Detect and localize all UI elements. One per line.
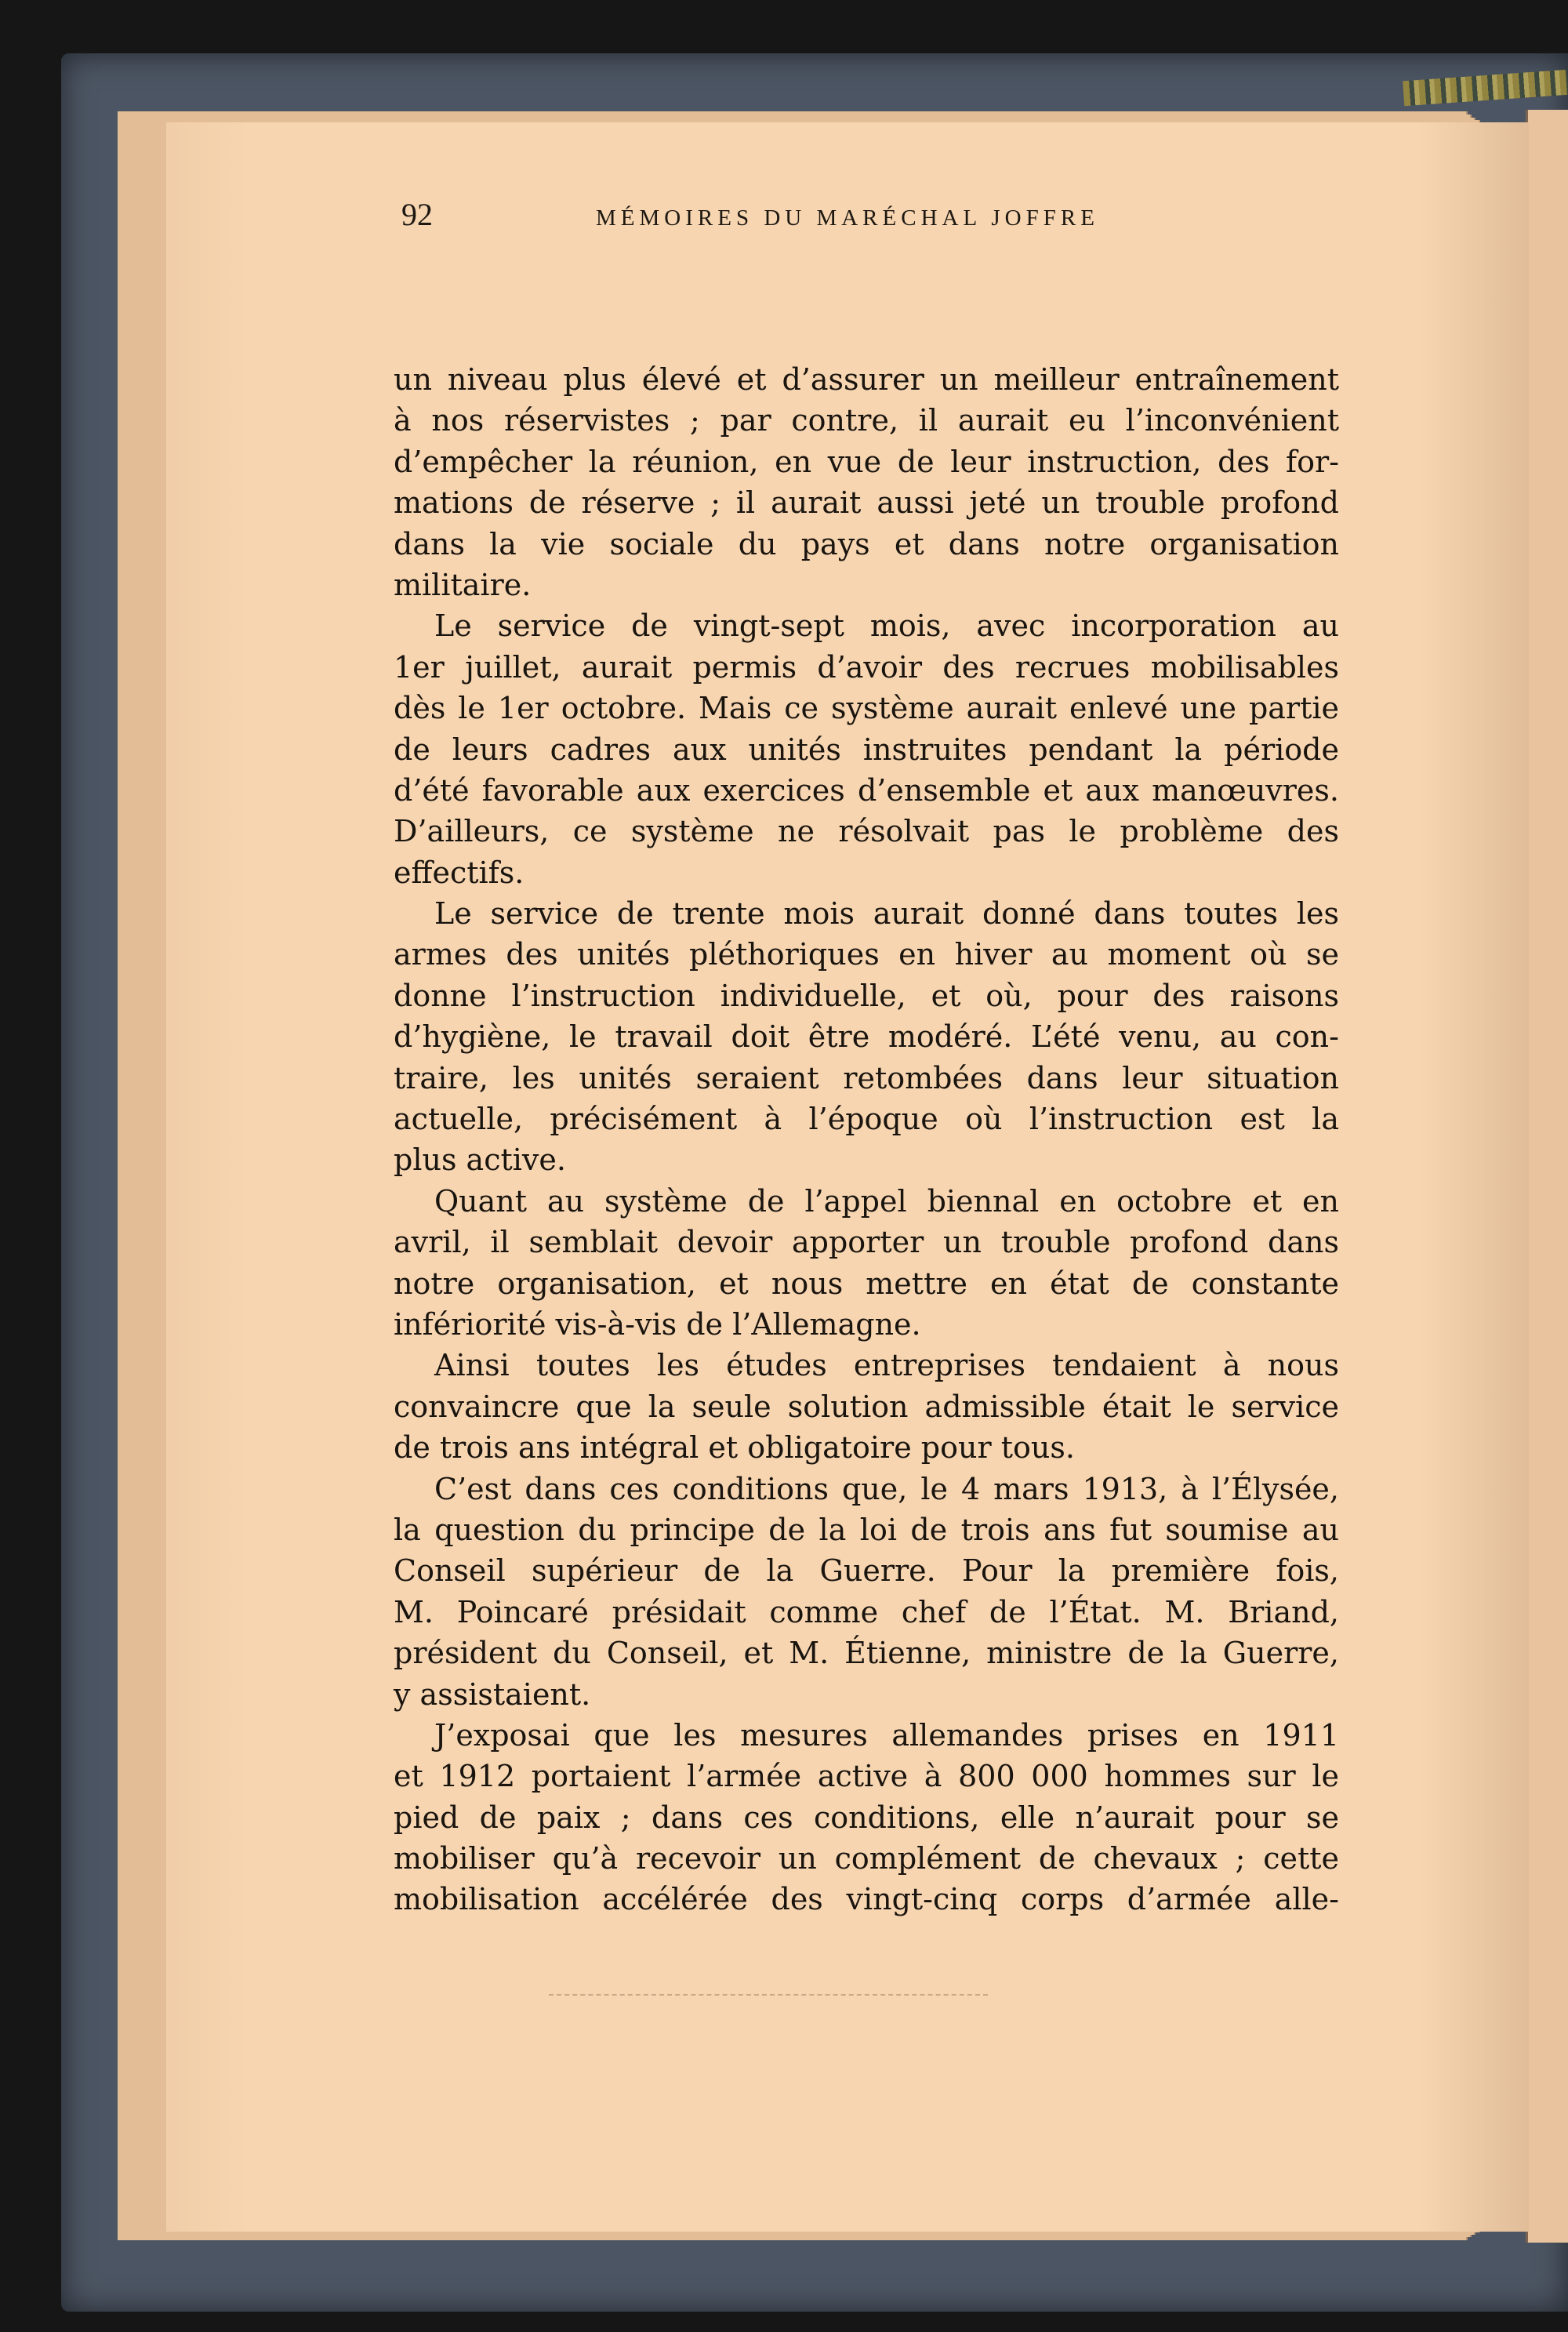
running-title: MÉMOIRES DU MARÉCHAL JOFFRE: [596, 205, 1099, 231]
text-line: et 1912 portaient l’armée active à 800 000 hommes sur le: [394, 1759, 1339, 1794]
text-line: notre organisation, et nous mettre en état de constante: [394, 1266, 1339, 1301]
text-line: armes des unités pléthoriques en hiver au moment où se: [394, 937, 1339, 972]
text-line: C’est dans ces conditions que, le 4 mars 1913, à l’Élysée,: [434, 1471, 1339, 1506]
text-line: convaincre que la seule solution admissible était le service: [394, 1389, 1339, 1424]
facing-page-edge: [1526, 110, 1568, 2243]
text-line: Le service de vingt-sept mois, avec incorporation au: [434, 608, 1339, 644]
text-line: J’exposai que les mesures allemandes prises en 1911: [434, 1717, 1339, 1753]
text-line: dans la vie sociale du pays et dans notre organisation: [394, 526, 1339, 561]
text-line: mations de réserve ; il aurait aussi jeté un trouble profond: [394, 485, 1339, 521]
text-line: un niveau plus élevé et d’assurer un meilleur entraînement: [394, 362, 1339, 397]
text-line: mobilisation accélérée des vingt-cinq corps d’armée alle-: [394, 1882, 1339, 1917]
text-line: président du Conseil, et M. Étienne, ministre de la Guerre,: [394, 1636, 1339, 1671]
text-line: D’ailleurs, ce système ne résolvait pas le problème des: [394, 814, 1339, 849]
text-line: d’hygiène, le travail doit être modéré. L’été venu, au con-: [394, 1019, 1339, 1055]
text-line: traire, les unités seraient retombées dans leur situation: [394, 1060, 1339, 1095]
text-line: avril, il semblait devoir apporter un trouble profond dans: [394, 1225, 1339, 1260]
text-line: actuelle, précisément à l’époque où l’instruction est la: [394, 1102, 1339, 1137]
text-line: effectifs.: [394, 855, 524, 890]
text-line: d’été favorable aux exercices d’ensemble et aux manœuvres.: [394, 772, 1339, 808]
text-line: M. Poincaré présidait comme chef de l’État. M. Briand,: [394, 1594, 1339, 1629]
text-line: d’empêcher la réunion, en vue de leur instruction, des for-: [394, 444, 1339, 479]
text-line: militaire.: [394, 567, 532, 602]
text-line: la question du principe de la loi de trois ans fut soumise au: [394, 1512, 1339, 1547]
text-line: Quant au système de l’appel biennal en octobre et en: [434, 1183, 1339, 1219]
text-line: 1er juillet, aurait permis d’avoir des recrues mobilisables: [394, 649, 1339, 685]
text-line: Ainsi toutes les études entreprises tendaient à nous: [434, 1348, 1339, 1383]
body-text: [394, 359, 1339, 1920]
text-line: à nos réservistes ; par contre, il aurait eu l’inconvénient: [394, 403, 1339, 438]
text-line: Conseil supérieur de la Guerre. Pour la première fois,: [394, 1553, 1339, 1589]
text-line: mobiliser qu’à recevoir un complément de chevaux ; cette: [394, 1841, 1339, 1876]
text-line: plus active.: [394, 1142, 566, 1178]
text-line: infériorité vis-à-vis de l’Allemagne.: [394, 1306, 921, 1342]
text-line: dès le 1er octobre. Mais ce système aurait enlevé une partie: [394, 691, 1339, 726]
text-line: de leurs cadres aux unités instruites pendant la période: [394, 732, 1339, 767]
page-bottom-mark: [549, 1994, 988, 1996]
page-number: 92: [401, 197, 433, 232]
text-line: donne l’instruction individuelle, et où, pour des raisons: [394, 978, 1339, 1013]
text-line: Le service de trente mois aurait donné dans toutes les: [434, 896, 1339, 932]
text-line: y assistaient.: [394, 1676, 591, 1712]
text-line: de trois ans intégral et obligatoire pour tous.: [394, 1430, 1075, 1466]
text-line: pied de paix ; dans ces conditions, elle n’aurait pour se: [394, 1800, 1339, 1835]
